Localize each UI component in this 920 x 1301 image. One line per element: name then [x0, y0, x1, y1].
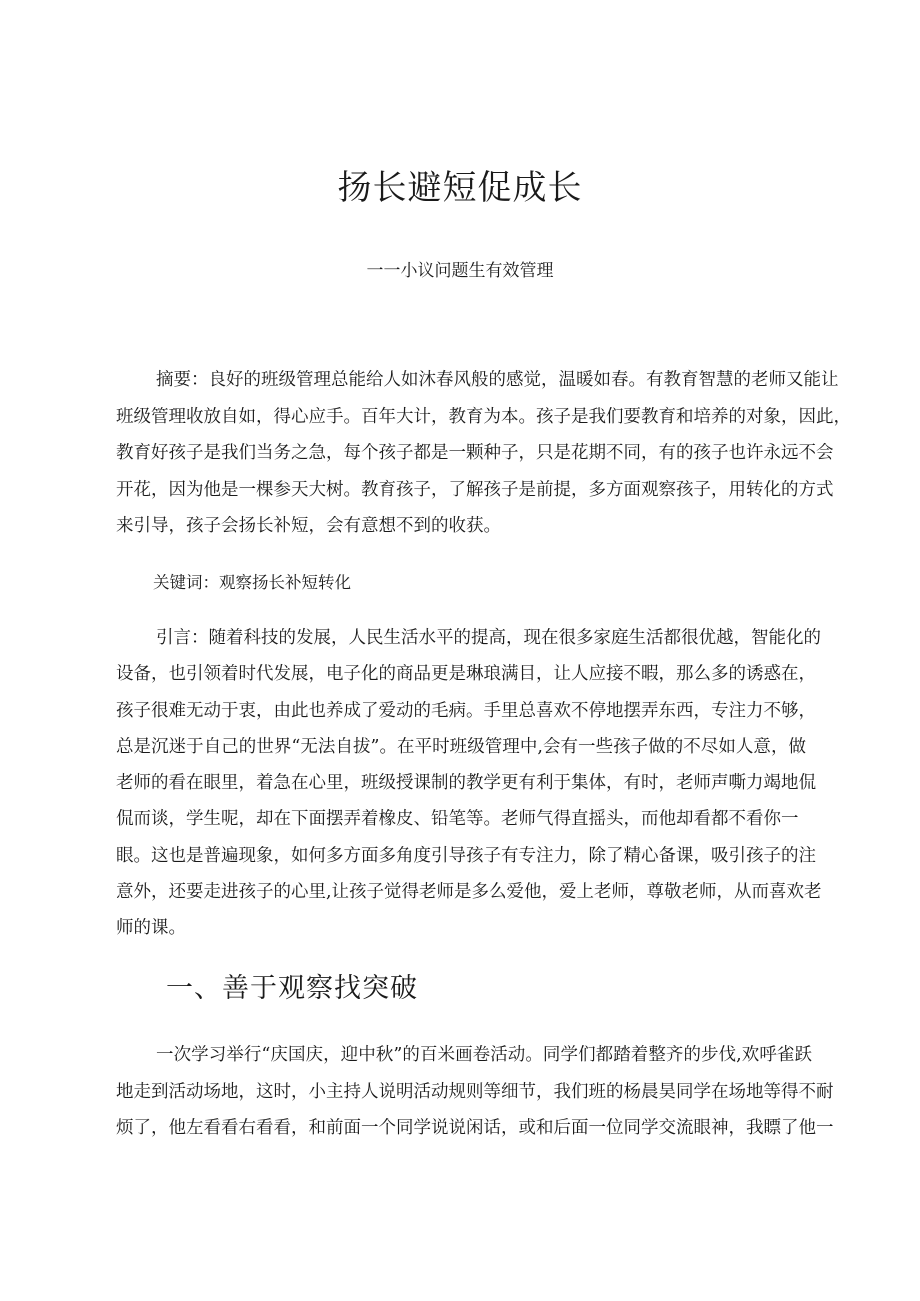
intro-line: 意外，还要走进孩子的心里,让孩子觉得老师是多么爱他，爱上老师，尊敬老师，从而喜欢老: [116, 882, 822, 902]
abstract-line: 开花，因为他是一棵参天大树。教育孩子，了解孩子是前提，多方面观察孩子，用转化的方式: [116, 480, 834, 500]
intro-line: 老师的看在眼里，着急在心里，班级授课制的教学更有利于集体，有时，老师声嘶力竭地侃: [116, 773, 816, 793]
section-line: 地走到活动场地，这时，小主持人说明活动规则等细节，我们班的杨晨昊同学在场地等得不耐: [116, 1082, 834, 1102]
intro-line: 眼。这也是普遍现象，如何多方面多角度引导孩子有专注力，除了精心备课，吸引孩子的注: [116, 846, 816, 866]
intro-line: 师的课。: [116, 918, 186, 938]
abstract-line: 教育好孩子是我们当务之急，每个孩子都是一颗种子，只是花期不同，有的孩子也许永远不会: [116, 443, 834, 463]
intro-line: 孩子很难无动于衷，由此也养成了爱动的毛病。手里总喜欢不停地摆弄东西，专注力不够，: [116, 701, 816, 721]
intro-line: 设备，也引领着时代发展，电子化的商品更是琳琅满目，让人应接不暇，那么多的诱惑在，: [116, 664, 816, 684]
section-line: 一次学习举行“庆国庆，迎中秋”的百米画卷活动。同学们都踏着整齐的步伐,欢呼雀跃: [156, 1045, 812, 1065]
abstract-line: 班级管理收放自如，得心应手。百年大计，教育为本。孩子是我们要教育和培养的对象，因此，: [116, 407, 851, 427]
abstract-line: 来引导，孩子会扬长补短，会有意想不到的收获。: [116, 516, 501, 536]
keywords: 关键词：观察扬长补短转化: [153, 573, 351, 592]
intro-line: 侃而谈，学生呢，却在下面摆弄着橡皮、铅笔等。老师气得直摇头，而他却看都不看你一: [116, 809, 799, 829]
document-subtitle: 一一小议问题生有效管理: [366, 261, 554, 281]
abstract-line: 摘要：良好的班级管理总能给人如沐春风般的感觉，温暖如春。有教育智慧的老师又能让: [156, 370, 839, 390]
intro-line: 引言：随着科技的发展，人民生活水平的提高，现在很多家庭生活都很优越，智能化的: [156, 628, 821, 648]
section-line: 烦了，他左看看右看看，和前面一个同学说说闲话，或和后面一位同学交流眼神，我瞟了他一: [116, 1118, 834, 1138]
intro-line: 总是沉迷于自己的世界“无法自拔”。在平时班级管理中,会有一些孩子做的不尽如人意，做: [116, 737, 806, 757]
document-title: 扬长避短促成长: [337, 168, 583, 208]
section-heading: 一、善于观察找突破: [166, 973, 418, 1004]
